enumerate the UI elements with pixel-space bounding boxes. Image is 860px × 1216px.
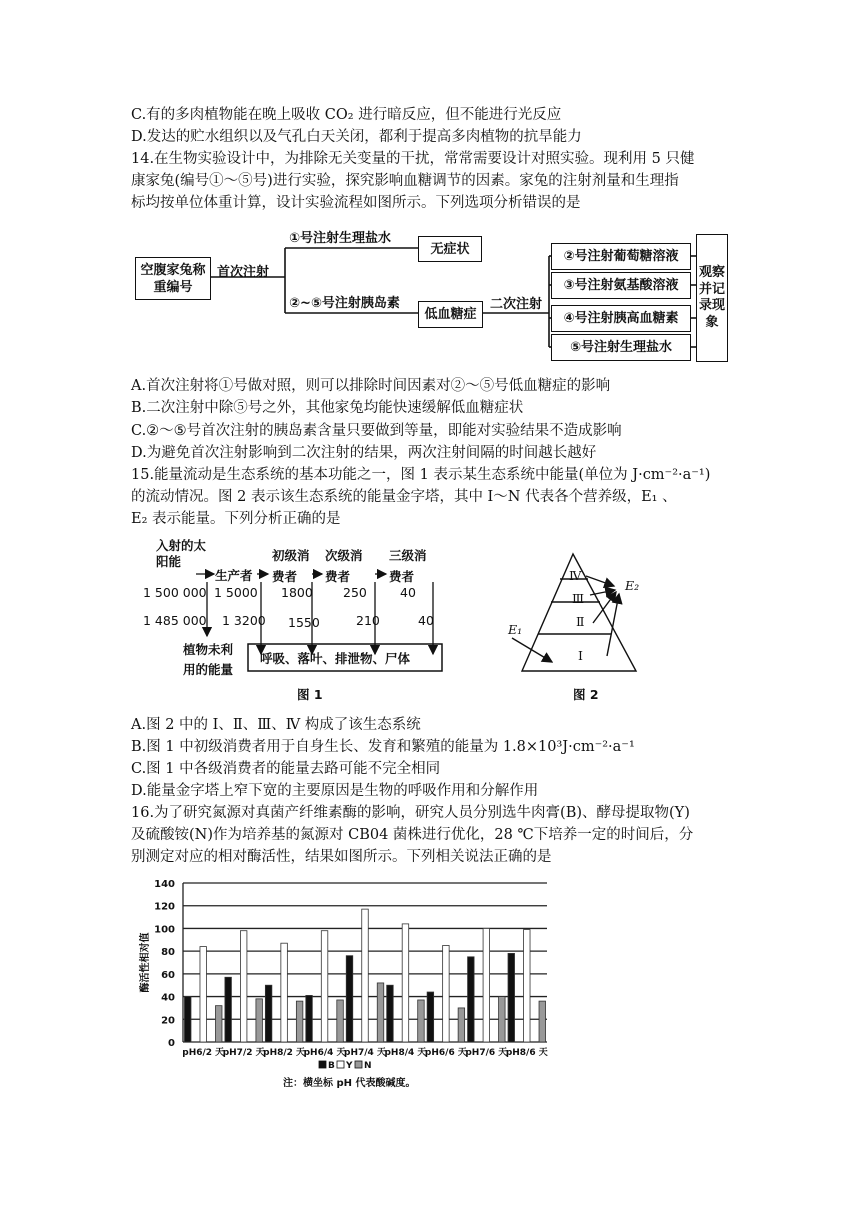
pyramid-level-2: Ⅱ xyxy=(576,614,585,629)
q16-stem-line1: 16.为了研究氮源对真菌产纤维素酶的影响，研究人员分别选牛肉膏(B)、酵母提取物(Y) xyxy=(131,805,690,821)
bar-Y-5 xyxy=(402,924,409,1042)
q14-option-b: B.二次注射中除⑤号之外，其他家兔均能快速缓解低血糖症状 xyxy=(131,400,524,416)
bar-B-3 xyxy=(306,995,313,1042)
q15-option-b: B.图 1 中初级消费者用于自身生长、发育和繁殖的能量为 1.8×10³J·cm⁻²·a⁻¹ xyxy=(131,739,635,755)
bar-N-6 xyxy=(458,1008,465,1042)
legend-swatch-B xyxy=(319,1061,326,1068)
energy-header-secondary: 次级消费者 xyxy=(325,548,363,584)
bar-B-7 xyxy=(468,957,475,1042)
flow-first-injection-label: 首次注射 xyxy=(217,265,270,280)
q16-stem-line3: 别测定对应的相对酶活性，结果如图所示。下列相关说法正确的是 xyxy=(131,849,552,865)
energy-input-secondary: 250 xyxy=(343,585,367,600)
energy-header-sunlight: 入射的太阳能 xyxy=(156,538,207,569)
bar-N-7 xyxy=(499,997,506,1042)
q13-option-d: D.发达的贮水组织以及气孔白天关闭，都利于提高多肉植物的抗旱能力 xyxy=(131,129,582,145)
bar-B-2 xyxy=(265,985,272,1042)
bar-N-8 xyxy=(539,1001,546,1042)
y-tick-label: 0 xyxy=(168,1038,175,1049)
flow-outcome-4: ④号注射胰高血糖素 xyxy=(551,305,691,332)
flow-outcome-3: ③号注射氨基酸溶液 xyxy=(551,272,691,299)
energy-input-producer: 1 5000 xyxy=(214,585,258,600)
flow-outcome-5: ⑤号注射生理盐水 xyxy=(551,334,691,361)
x-tick-label: pH7/6 天 xyxy=(465,1048,508,1058)
energy-header-producer: 生产者 xyxy=(215,568,253,583)
y-tick-label: 100 xyxy=(154,924,175,936)
figure2-caption: 图 2 xyxy=(573,687,599,702)
energy-outflow-label: 呼吸、落叶、排泄物、尸体 xyxy=(260,651,411,666)
bar-B-6 xyxy=(427,992,434,1042)
pyramid-e1: E₁ xyxy=(508,622,523,637)
q15-option-d: D.能量金字塔上窄下宽的主要原因是生物的呼吸作用和分解作用 xyxy=(131,783,539,799)
energy-input-sun: 1 500 000 xyxy=(143,585,207,600)
energy-assim-sun: 1 485 000 xyxy=(143,613,207,628)
bar-N-3 xyxy=(337,1000,344,1042)
flow-observe-box: 观察并记录现象 xyxy=(696,234,728,362)
legend-swatch-Y xyxy=(337,1061,344,1068)
legend-label-N: N xyxy=(364,1061,372,1071)
q14-stem-line2: 康家兔(编号①～⑤号)进行实验，探究影响血糖调节的因素。家兔的注射剂量和生理指 xyxy=(131,173,679,189)
bar-N-2 xyxy=(296,1001,303,1042)
y-tick-label: 120 xyxy=(154,901,175,913)
energy-assim-producer: 1 3200 xyxy=(222,613,266,628)
bar-Y-4 xyxy=(362,909,369,1042)
bar-N-4 xyxy=(377,983,384,1042)
bar-B-8 xyxy=(508,953,515,1042)
energy-header-tertiary: 三级消费者 xyxy=(389,548,427,584)
energy-assim-tertiary: 40 xyxy=(418,613,434,628)
figure1-caption: 图 1 xyxy=(297,687,323,702)
bar-Y-8 xyxy=(524,930,531,1042)
y-tick-label: 80 xyxy=(161,947,175,959)
x-tick-label: pH8/4 天 xyxy=(384,1048,427,1058)
bar-B-1 xyxy=(225,977,232,1042)
bar-B-0 xyxy=(184,997,191,1042)
chart-note: 注：横坐标 pH 代表酸碱度。 xyxy=(283,1078,416,1089)
x-tick-label: pH8/6 天 xyxy=(505,1048,548,1058)
bar-Y-2 xyxy=(281,943,288,1042)
q15-stem-line1: 15.能量流动是生态系统的基本功能之一，图 1 表示某生态系统中能量(单位为 J·cm⁻²·a⁻¹) xyxy=(131,467,711,483)
q14-stem-line3: 标均按单位体重计算，设计实验流程如图所示。下列选项分析错误的是 xyxy=(131,195,581,211)
x-tick-label: pH6/4 天 xyxy=(303,1048,346,1058)
energy-assim-secondary: 210 xyxy=(356,613,380,628)
energy-header-primary: 初级消费者 xyxy=(272,548,310,584)
enzyme-activity-chart xyxy=(130,868,560,1093)
bar-N-1 xyxy=(256,999,263,1042)
flow-second-injection-label: 二次注射 xyxy=(490,297,543,312)
flow-outcome-2: ②号注射葡萄糖溶液 xyxy=(551,243,691,270)
bar-Y-7 xyxy=(483,928,490,1042)
x-tick-label: pH7/4 天 xyxy=(344,1048,386,1058)
bar-N-0 xyxy=(215,1006,222,1042)
energy-assim-primary: 1550 xyxy=(288,615,320,630)
x-tick-label: pH6/6 天 xyxy=(424,1048,467,1058)
x-tick-label: pH6/2 天 xyxy=(182,1048,225,1058)
bar-Y-3 xyxy=(321,931,328,1042)
flow-start-box: 空腹家兔称重编号 xyxy=(135,257,211,300)
y-axis-label: 酶活性相对值 xyxy=(140,932,151,993)
flow-hypoglycemia-box: 低血糖症 xyxy=(418,301,483,328)
q15-stem-line3: E₂ 表示能量。下列分析正确的是 xyxy=(131,511,341,527)
q15-option-a: A.图 2 中的 I、Ⅱ、Ⅲ、Ⅳ 构成了该生态系统 xyxy=(131,717,421,733)
pyramid-level-3: Ⅲ xyxy=(572,591,585,606)
bar-B-4 xyxy=(346,956,353,1042)
q14-option-a: A.首次注射将①号做对照，则可以排除时间因素对②～⑤号低血糖症的影响 xyxy=(131,378,611,394)
energy-unused-label: 植物未利用的能量 xyxy=(183,642,234,677)
legend-label-B: B xyxy=(328,1061,335,1071)
q15-option-c: C.图 1 中各级消费者的能量去路可能不完全相同 xyxy=(131,761,441,777)
bar-Y-1 xyxy=(240,931,247,1042)
legend-swatch-N xyxy=(355,1061,362,1068)
energy-input-tertiary: 40 xyxy=(400,585,416,600)
bar-N-5 xyxy=(418,1000,425,1042)
q14-option-c: C.②～⑤号首次注射的胰岛素含量只要做到等量，即能对实验结果不造成影响 xyxy=(131,423,622,439)
flow-group2-label: ②~⑤号注射胰岛素 xyxy=(289,296,400,311)
q14-stem-line1: 14.在生物实验设计中，为排除无关变量的干扰，常常需要设计对照实验。现利用 5 只健 xyxy=(131,151,695,167)
pyramid-level-4: Ⅳ xyxy=(569,568,582,583)
q14-option-d: D.为避免首次注射影响到二次注射的结果，两次注射间隔的时间越长越好 xyxy=(131,445,597,461)
bar-Y-6 xyxy=(443,945,450,1042)
bar-Y-0 xyxy=(200,947,207,1042)
bar-B-5 xyxy=(387,985,394,1042)
flow-group1-label: ①号注射生理盐水 xyxy=(289,231,392,246)
x-tick-label: pH8/2 天 xyxy=(263,1048,306,1058)
q15-stem-line2: 的流动情况。图 2 表示该生态系统的能量金字塔，其中 I～N 代表各个营养级，E₁ 、 xyxy=(131,489,677,505)
energy-input-primary: 1800 xyxy=(281,585,313,600)
legend-label-Y: Y xyxy=(346,1061,353,1071)
y-tick-label: 60 xyxy=(161,969,175,981)
q16-stem-line2: 及硫酸铵(N)作为培养基的氮源对 CB04 菌株进行优化，28 ℃下培养一定的时间后，分 xyxy=(131,827,694,843)
y-tick-label: 40 xyxy=(161,992,175,1004)
y-tick-label: 140 xyxy=(154,879,175,890)
pyramid-e2: E₂ xyxy=(625,578,640,593)
y-tick-label: 20 xyxy=(161,1015,175,1027)
x-tick-label: pH7/2 天 xyxy=(222,1048,265,1058)
flow-no-symptom-box: 无症状 xyxy=(418,236,482,262)
q13-option-c: C.有的多肉植物能在晚上吸收 CO₂ 进行暗反应，但不能进行光反应 xyxy=(131,107,562,123)
pyramid-level-1: I xyxy=(578,648,583,663)
